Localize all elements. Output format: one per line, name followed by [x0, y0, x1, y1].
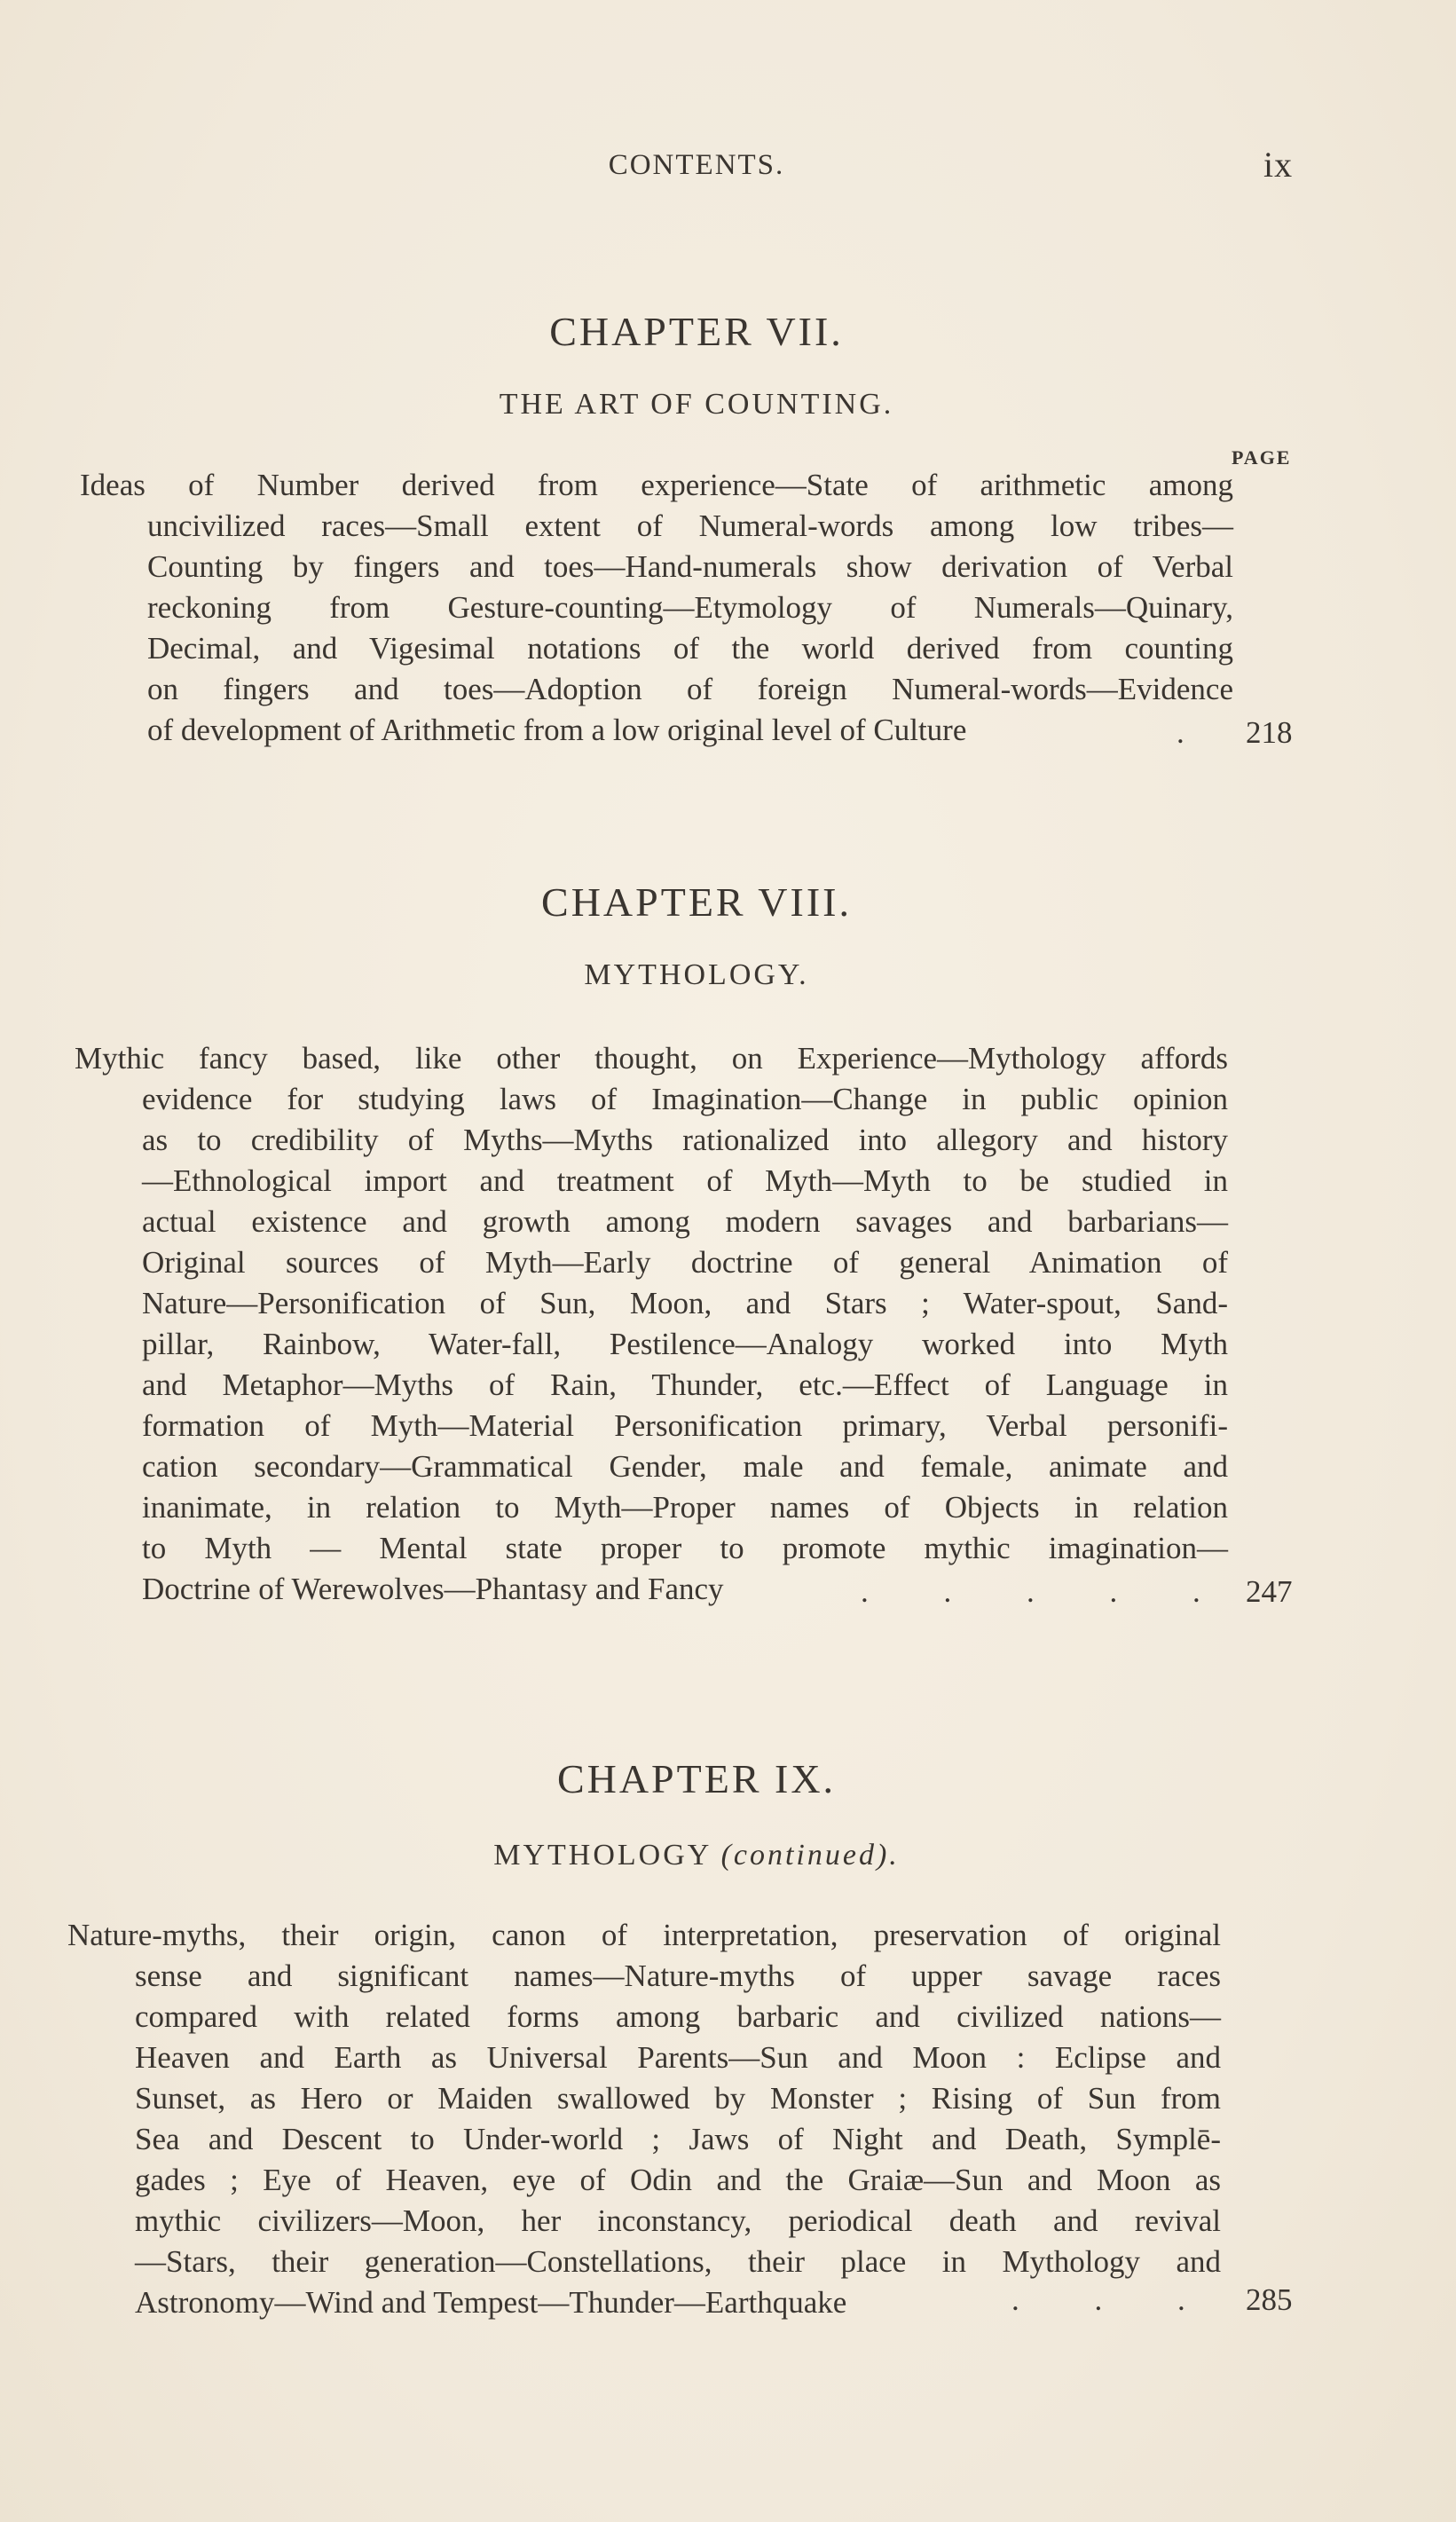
summary-line: compared with related forms among barbaric and civilized nations—: [135, 1999, 1221, 2034]
summary-line: cation secondary—Grammatical Gender, male and female, animate and: [142, 1449, 1228, 1484]
summary-line: formation of Myth—Material Personification primary, Verbal personifi-: [142, 1408, 1228, 1443]
summary-line: reckoning from Gesture-counting—Etymology of Numerals—Quinary,: [147, 590, 1233, 625]
chapter-9-leader: . . .: [1011, 2282, 1219, 2317]
summary-line: on fingers and toes—Adoption of foreign Numeral-words—Evidence: [147, 672, 1233, 706]
page-column-label: PAGE: [1232, 446, 1292, 469]
summary-line: gades ; Eye of Heaven, eye of Odin and the Graiæ—Sun and Moon as: [135, 2163, 1221, 2197]
summary-line: Astronomy—Wind and Tempest—Thunder—Earthquake: [135, 2285, 847, 2320]
chapter-8-leader: . . . . .: [861, 1574, 1234, 1609]
chapter-7-heading: CHAPTER VII.: [549, 309, 844, 354]
summary-line: Original sources of Myth—Early doctrine of general Animation of: [142, 1245, 1228, 1280]
summary-line: Counting by fingers and toes—Hand-numerals show derivation of Verbal: [147, 549, 1233, 584]
summary-line: Nature-myths, their origin, canon of interpretation, preservation of original: [67, 1918, 1221, 1952]
chapter-7-leader: .: [1177, 715, 1218, 750]
summary-line: and Metaphor—Myths of Rain, Thunder, etc.—Effect of Language in: [142, 1367, 1228, 1402]
summary-line: Sunset, as Hero or Maiden swallowed by Monster ; Rising of Sun from: [135, 2081, 1221, 2116]
chapter-9-page-ref: 285: [1246, 2282, 1293, 2317]
chapter-7-page-ref: 218: [1246, 715, 1293, 750]
summary-line: Nature—Personification of Sun, Moon, and Stars ; Water-spout, Sand-: [142, 1286, 1228, 1320]
summary-line: pillar, Rainbow, Water-fall, Pestilence—Analogy worked into Myth: [142, 1327, 1228, 1361]
summary-line: sense and significant names—Nature-myths of upper savage races: [135, 1958, 1221, 1993]
summary-line: actual existence and growth among modern savages and barbarians—: [142, 1204, 1228, 1239]
chapter-9-subtitle-main: MYTHOLOGY: [493, 1839, 712, 1872]
summary-line: Mythic fancy based, like other thought, on Experience—Mythology affords: [75, 1041, 1228, 1076]
summary-line: Sea and Descent to Under-world ; Jaws of Night and Death, Symplē-: [135, 2122, 1221, 2156]
summary-line: as to credibility of Myths—Myths rationalized into allegory and history: [142, 1123, 1228, 1157]
chapter-9-subtitle: [0, 1839, 1393, 1872]
summary-line: of development of Arithmetic from a low original level of Culture: [147, 713, 967, 747]
page-number: ix: [1263, 145, 1294, 185]
summary-line: to Myth — Mental state proper to promote mythic imagination—: [142, 1531, 1228, 1565]
chapter-8-subtitle: MYTHOLOGY.: [584, 958, 809, 991]
summary-line: mythic civilizers—Moon, her inconstancy, periodical death and revival: [135, 2203, 1221, 2238]
summary-line: Ideas of Number derived from experience—State of arithmetic among: [80, 468, 1233, 502]
summary-line: uncivilized races—Small extent of Numeral-words among low tribes—: [147, 508, 1233, 543]
chapter-9-subtitle-italic: (continued).: [720, 1839, 900, 1872]
chapter-7-summary: [80, 465, 1233, 751]
chapter-9-summary: [67, 1915, 1221, 2323]
chapter-8-heading: CHAPTER VIII.: [541, 879, 852, 925]
summary-line: Doctrine of Werewolves—Phantasy and Fancy: [142, 1572, 724, 1606]
summary-line: —Ethnological import and treatment of Myth—Myth to be studied in: [142, 1163, 1228, 1198]
summary-line: Decimal, and Vigesimal notations of the world derived from counting: [147, 631, 1233, 666]
summary-line: —Stars, their generation—Constellations, their place in Mythology and: [135, 2244, 1221, 2279]
summary-line: Heaven and Earth as Universal Parents—Sun and Moon : Eclipse and: [135, 2040, 1221, 2075]
running-title: CONTENTS.: [608, 149, 785, 181]
chapter-7-subtitle: THE ART OF COUNTING.: [499, 388, 894, 421]
chapter-8-page-ref: 247: [1246, 1574, 1293, 1609]
summary-line: inanimate, in relation to Myth—Proper names of Objects in relation: [142, 1490, 1228, 1525]
chapter-8-summary: [75, 1038, 1228, 1610]
chapter-9-heading: CHAPTER IX.: [556, 1756, 837, 1801]
summary-line: evidence for studying laws of Imagination—Change in public opinion: [142, 1082, 1228, 1116]
